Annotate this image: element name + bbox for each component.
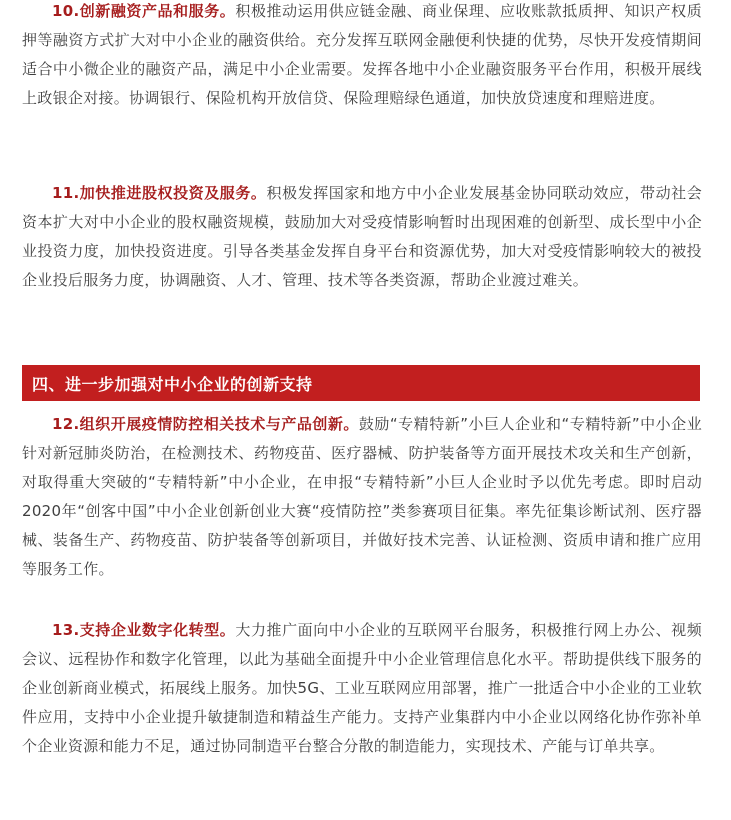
paragraph-13: [22, 616, 702, 761]
paragraph-body: 鼓励“专精特新”小巨人企业和“专精特新”中小企业针对新冠肺炎防治，在检测技术、药物疫苗、医疗器械、防护装备等方面开展技术攻关和生产创新，对取得重大突破的“专精特新”中小企业，在申报“专精特新”小巨人企业时予以优先考虑。即时启动2020年“创客中国”中小企业创新创业大赛“疫情防控”类参赛项目征集。率先征集诊断试剂、医疗器械、装备生产、药物疫苗、防护装备等创新项目，并做好技术完善、认证检测、资质申请和推广应用等服务工作。: [22, 415, 702, 578]
paragraph-heading: 13.支持企业数字化转型。: [52, 621, 236, 639]
paragraph-body: 大力推广面向中小企业的互联网平台服务，积极推行网上办公、视频会议、远程协作和数字化管理，以此为基础全面提升中小企业管理信息化水平。帮助提供线下服务的企业创新商业模式，拓展线上服务。加快5G、工业互联网应用部署，推广一批适合中小企业的工业软件应用，支持中小企业提升敏捷制造和精益生产能力。支持产业集群内中小企业以网络化协作弥补单个企业资源和能力不足，通过协同制造平台整合分散的制造能力，实现技术、产能与订单共享。: [22, 621, 702, 755]
paragraph-body: 积极推动运用供应链金融、商业保理、应收账款抵质押、知识产权质押等融资方式扩大对中小企业的融资供给。充分发挥互联网金融便利快捷的优势，尽快开发疫情期间适合中小微企业的融资产品，满足中小企业需要。发挥各地中小企业融资服务平台作用，积极开展线上政银企对接。协调银行、保险机构开放信贷、保险理赔绿色通道，加快放贷速度和理赔进度。: [22, 2, 702, 107]
paragraph-heading: 12.组织开展疫情防控相关技术与产品创新。: [52, 415, 359, 433]
section-heading-bar: [22, 365, 700, 401]
paragraph-heading: 11.加快推进股权投资及服务。: [52, 184, 267, 202]
paragraph-heading: 10.创新融资产品和服务。: [52, 2, 236, 20]
paragraph-body: 积极发挥国家和地方中小企业发展基金协同联动效应，带动社会资本扩大对中小企业的股权融资规模，鼓励加大对受疫情影响暂时出现困难的创新型、成长型中小企业投资力度，加快投资进度。引导各类基金发挥自身平台和资源优势，加大对受疫情影响较大的被投企业投后服务力度，协调融资、人才、管理、技术等各类资源，帮助企业渡过难关。: [22, 184, 703, 289]
paragraph-11: [22, 179, 702, 295]
paragraph-10: [22, 0, 702, 113]
paragraph-12: [22, 410, 702, 584]
section-title: 四、进一步加强对中小企业的创新支持: [32, 374, 313, 394]
